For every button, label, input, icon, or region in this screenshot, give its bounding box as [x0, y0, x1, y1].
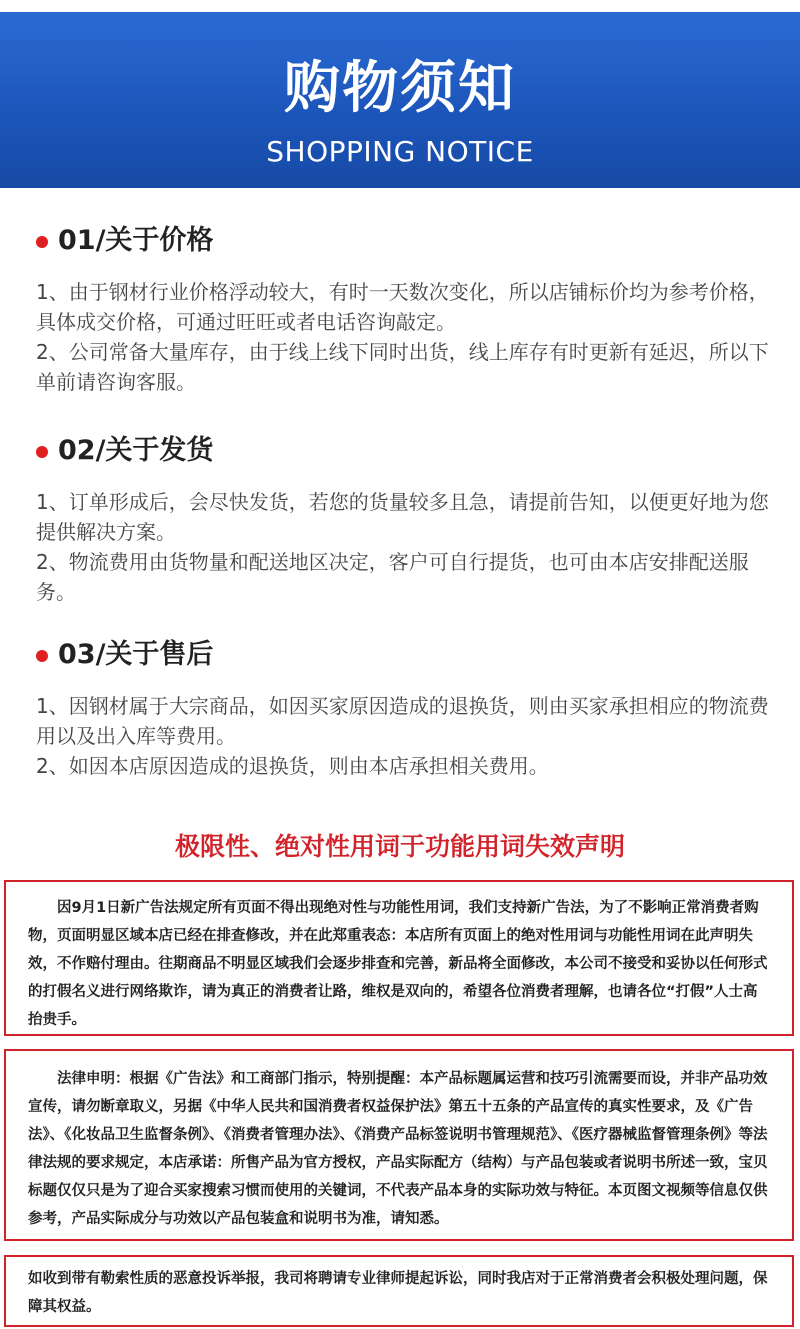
- paragraph: 1、因钢材属于大宗商品，如因买家原因造成的退换货，则由买家承担相应的物流费用以及出入库等费用。: [36, 694, 769, 748]
- paragraph: 2、物流费用由货物量和配送地区决定，客户可自行提货，也可由本店安排配送服务。: [36, 550, 749, 604]
- paragraph: 1、由于钢材行业价格浮动较大，有时一天数次变化，所以店铺标价均为参考价格，具体成交价格，可通过旺旺或者电话咨询敲定。: [36, 280, 769, 334]
- notice-text: 法律申明：根据《广告法》和工商部门指示，特别提醒：本产品标题属运营和技巧引流需要而设，并非产品功效宣传，请勿断章取义，另据《中华人民共和国消费者权益保护法》第五十五条的产品宣传的真实性要求，及《广告法》、《化妆品卫生监督条例》、《消费者管理办法》、《消费产品标签说明书管理规范》、《医疗器械监督管理条例》等法律法规的要求规定，本店承诺：所售产品为官方授权，产品实际配方（结构）与产品包装或者说明书所述一致，宝贝标题仅仅只是为了迎合买家搜索习惯而使用的关键词，不代表产品本身的实际功效与特征。本页图文视频等信息仅供参考，产品实际成分与功效以产品包装盒和说明书为准，请知悉。: [28, 1071, 768, 1227]
- page-title: 购物须知: [284, 56, 516, 121]
- bullet-dot-icon: [36, 446, 48, 458]
- section-body: [36, 487, 770, 607]
- notice-text: 如收到带有勒索性质的恶意投诉举报，我司将聘请专业律师提起诉讼，同时我店对于正常消费者会积极处理问题，保障其权益。: [28, 1271, 768, 1315]
- section-title: 03/关于售后: [58, 639, 214, 670]
- page-subtitle: SHOPPING NOTICE: [266, 135, 534, 168]
- bullet-dot-icon: [36, 236, 48, 248]
- section-body: [36, 277, 770, 397]
- section-title: 01/关于价格: [58, 225, 214, 256]
- notice-box-legal: [4, 1049, 794, 1241]
- bullet-dot-icon: [36, 650, 48, 662]
- section-body: [36, 691, 770, 781]
- paragraph: 2、公司常备大量库存，由于线上线下同时出货，线上库存有时更新有延迟，所以下单前请咨询客服。: [36, 340, 769, 394]
- header-banner: [0, 12, 800, 188]
- declaration-title: 极限性、绝对性用词于功能用词失效声明: [174, 832, 625, 861]
- paragraph: 1、订单形成后，会尽快发货，若您的货量较多且急，请提前告知，以便更好地为您提供解决方案。: [36, 490, 769, 544]
- notice-text: 因9月1日新广告法规定所有页面不得出现绝对性与功能性用词，我们支持新广告法，为了不影响正常消费者购物，页面明显区域本店已经在排查修改，并在此郑重表态：本店所有页面上的绝对性用词与功能性用词在此声明失效，不作赔付理由。往期商品不明显区域我们会逐步排查和完善，新品将全面修改，本公司不接受和妥协以任何形式的打假名义进行网络欺诈，请为真正的消费者让路，维权是双向的，希望各位消费者理解，也请各位“打假”人士高抬贵手。: [28, 900, 768, 1028]
- notice-box-ad-law: [4, 880, 794, 1036]
- section-title: 02/关于发货: [58, 435, 214, 466]
- notice-box-complaint: [4, 1255, 794, 1327]
- paragraph: 2、如因本店原因造成的退换货，则由本店承担相关费用。: [36, 754, 549, 778]
